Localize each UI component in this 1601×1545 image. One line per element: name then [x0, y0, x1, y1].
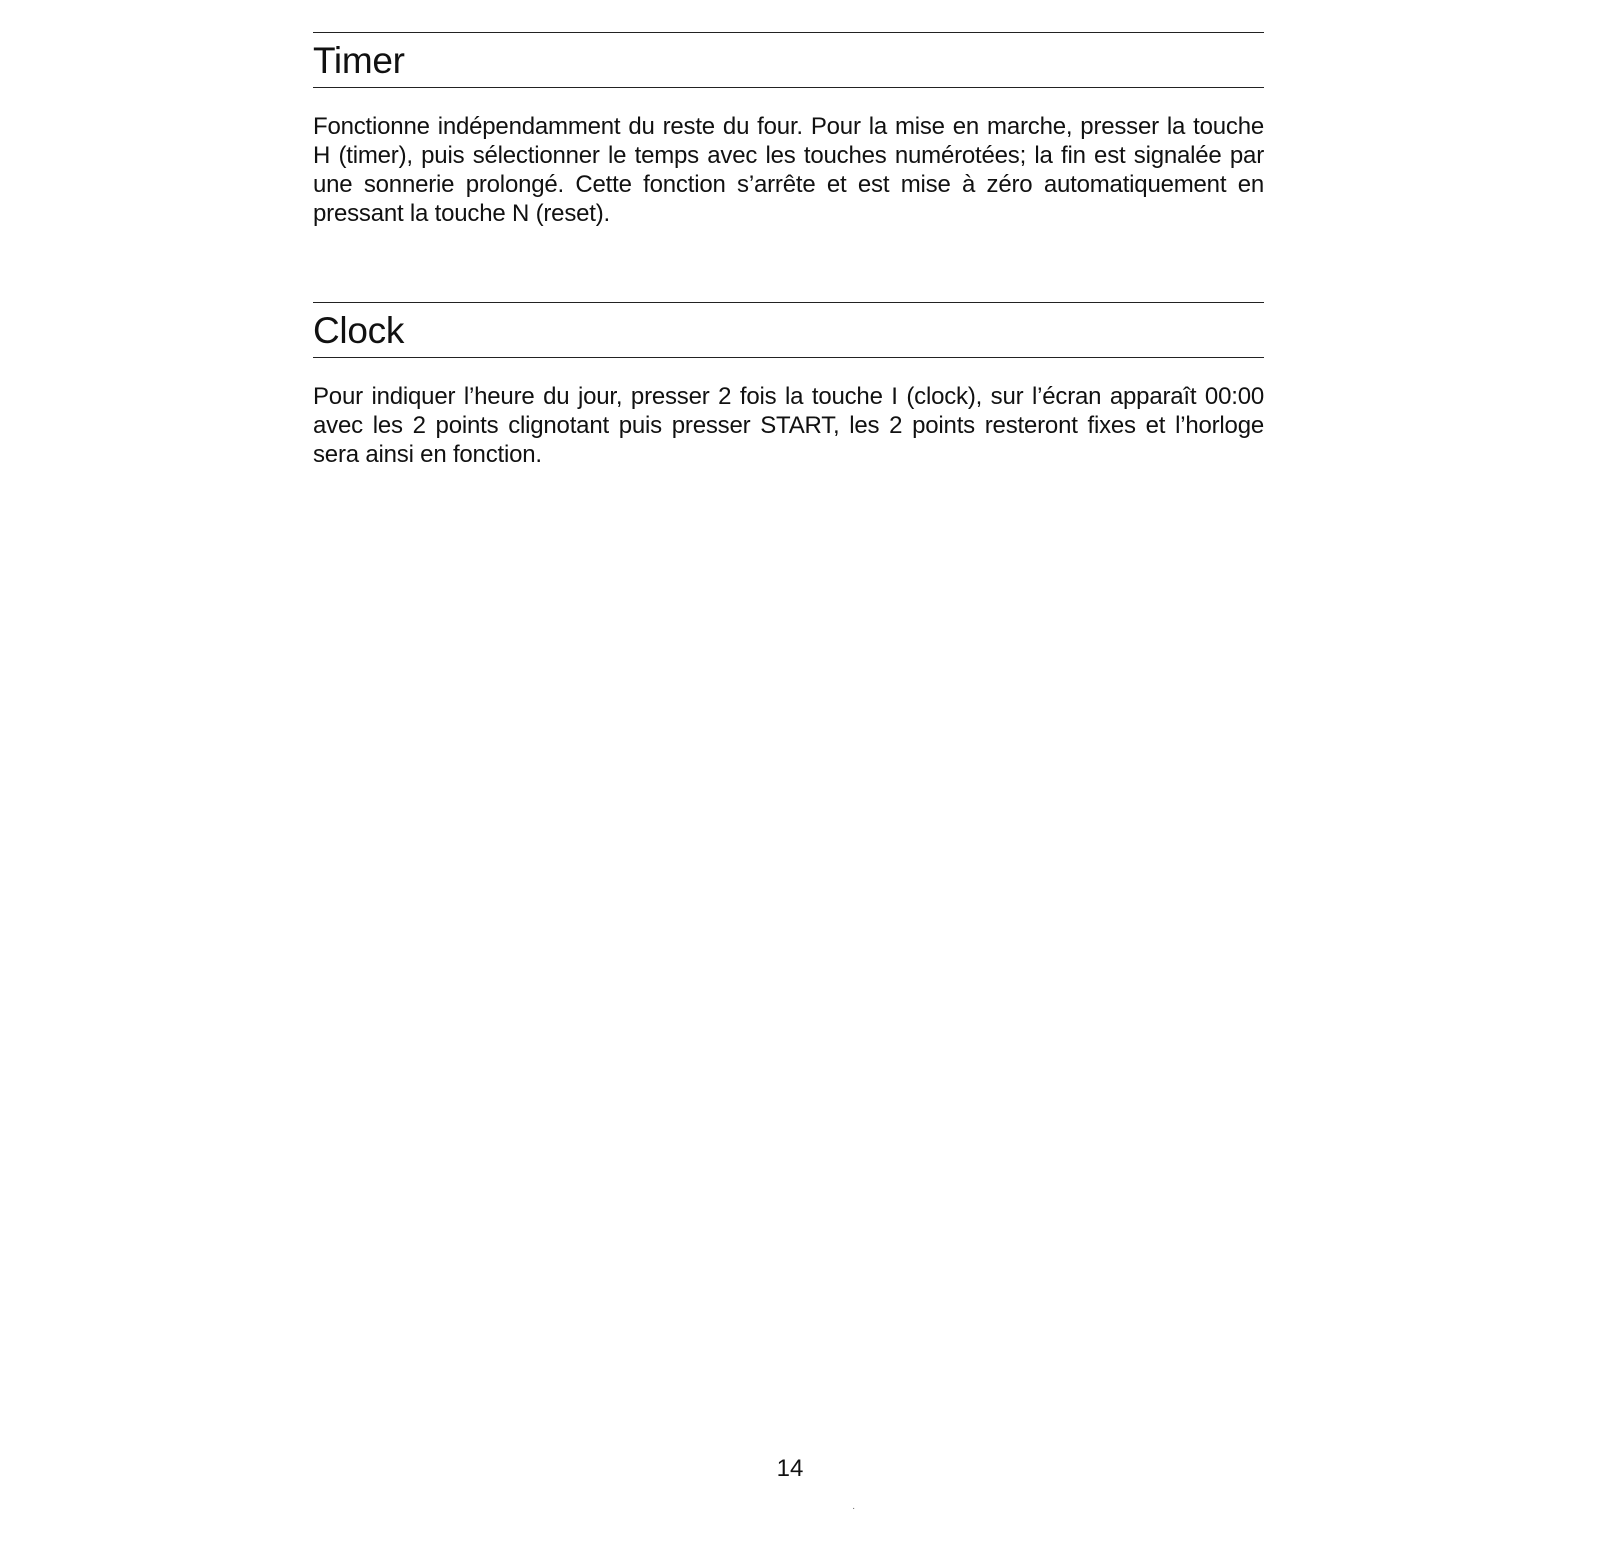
page-number: 14 [776, 1455, 804, 1482]
section-body-timer: Fonctionne indépendamment du reste du four. Pour la mise en marche, presser la touche H (timer), puis sélectionner le temps avec les touches numérotées; la fin est signalée par une sonnerie prolongé. Cette fonction s’arrête et est mise à zéro automatiquement en pressant la touche N (reset). [313, 113, 1264, 227]
section-bottom-rule [313, 87, 1264, 88]
section-top-rule [313, 32, 1264, 33]
section-bottom-rule [313, 357, 1264, 358]
section-title-clock: Clock [313, 310, 405, 351]
section-title-timer: Timer [313, 40, 405, 81]
scan-speck: · [852, 1503, 856, 1514]
section-body-clock: Pour indiquer l’heure du jour, presser 2 fois la touche I (clock), sur l’écran apparaît 00:00 avec les 2 points clignotant puis presser START, les 2 points resteront fixes et l’horloge sera ainsi en fonction. [313, 383, 1264, 468]
clock-section [313, 302, 1264, 468]
section-top-rule [313, 302, 1264, 303]
timer-section [313, 32, 1264, 227]
